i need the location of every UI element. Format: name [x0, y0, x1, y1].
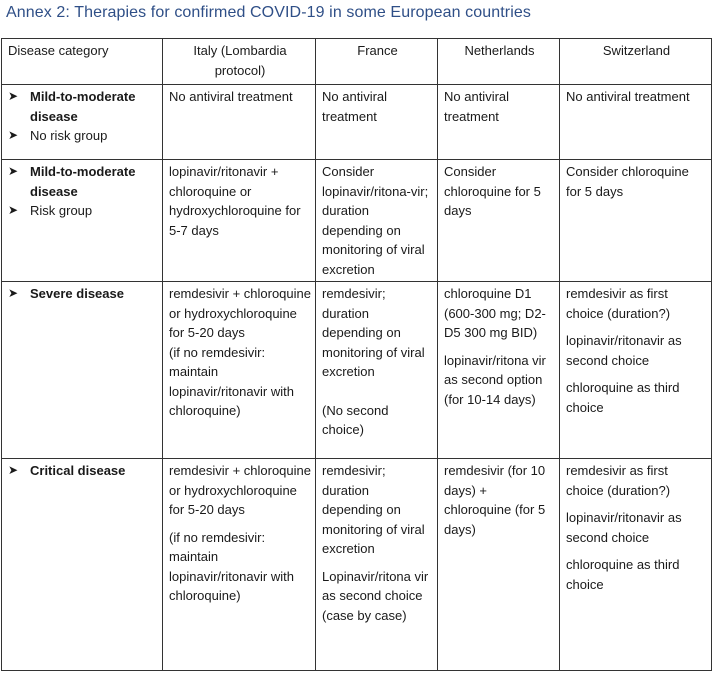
france-cell	[316, 459, 438, 671]
category-bullet	[8, 87, 158, 126]
therapy-text: No antiviral treatment	[444, 89, 510, 124]
netherlands-cell	[438, 282, 560, 459]
therapy-text: chloroquine as third choice	[566, 557, 680, 592]
therapy-text: chloroquine as third choice	[566, 380, 680, 415]
therapy-text: remdesivir as first choice (duration?)	[566, 286, 671, 321]
therapy-text: lopinavir/ritona vir as second option (for 10-14 days)	[444, 352, 546, 407]
table-row	[2, 459, 712, 671]
spacer	[322, 559, 433, 567]
spacer	[444, 343, 555, 351]
therapy-text: No antiviral treatment	[566, 89, 690, 104]
therapy-text: chloroquine D1 (600-300 mg; D2-D5 300 mg BID)	[444, 286, 546, 340]
therapy-table	[1, 38, 712, 671]
therapy-text: remdesivir + chloroquine or hydroxychloroquine for 5-20 days	[169, 286, 311, 340]
arrow-bullet-icon: ➤	[8, 463, 19, 477]
spacer	[566, 370, 707, 378]
therapy-text: lopinavir/ritonavir + chloroquine or hydroxychloroquine for 5-7 days	[169, 164, 301, 238]
header-disease-category: Disease category	[2, 39, 163, 85]
spacer	[169, 520, 311, 528]
therapy-text: (No second choice)	[322, 402, 389, 437]
italy-cell	[163, 85, 316, 160]
switzerland-cell	[560, 282, 712, 459]
switzerland-cell	[560, 160, 712, 282]
category-bullet	[8, 201, 158, 221]
category-subtitle: No risk group	[30, 128, 108, 143]
switzerland-cell	[560, 85, 712, 160]
spacer	[566, 547, 707, 555]
table-header-row	[2, 39, 712, 85]
therapy-text: lopinavir/ritonavir as second choice	[566, 510, 682, 545]
therapy-text: remdesivir (for 10 days) + chloroquine (for 5 days)	[444, 463, 546, 537]
therapy-text: Lopinavir/ritona vir as second choice (case by case)	[322, 568, 429, 623]
switzerland-cell	[560, 459, 712, 671]
category-cell	[2, 85, 163, 160]
therapy-text: remdesivir + chloroquine or hydroxychloroquine for 5-20 days	[169, 463, 311, 517]
spacer	[566, 323, 707, 331]
arrow-bullet-icon: ➤	[8, 203, 19, 217]
therapy-text: No antiviral treatment	[322, 89, 388, 124]
category-cell	[2, 160, 163, 282]
arrow-bullet-icon: ➤	[8, 286, 19, 300]
header-france: France	[316, 39, 438, 85]
netherlands-cell	[438, 160, 560, 282]
header-netherlands: Netherlands	[438, 39, 560, 85]
category-bullet	[8, 284, 158, 304]
category-cell	[2, 282, 163, 459]
category-bullet	[8, 162, 158, 201]
france-cell	[316, 85, 438, 160]
therapy-text: No antiviral treatment	[169, 89, 293, 104]
table-row	[2, 160, 712, 282]
therapy-text: (if no remdesivir: maintain lopinavir/ritonavir with chloroquine)	[169, 529, 294, 603]
therapy-text: remdesivir; duration depending on monitoring of viral excretion	[322, 286, 425, 379]
therapy-text: (if no remdesivir: maintain lopinavir/ritonavir with chloroquine)	[169, 344, 294, 418]
arrow-bullet-icon: ➤	[8, 164, 19, 178]
category-bullet	[8, 461, 158, 481]
italy-cell	[163, 459, 316, 671]
category-title: Critical disease	[30, 463, 126, 478]
category-title: Mild-to-moderate disease	[30, 89, 136, 124]
header-switzerland: Switzerland	[560, 39, 712, 85]
header-italy: Italy (Lombardia protocol)	[163, 39, 316, 85]
france-cell	[316, 282, 438, 459]
category-title: Mild-to-moderate disease	[30, 164, 136, 199]
therapy-text: remdesivir as first choice (duration?)	[566, 463, 671, 498]
therapy-text: Consider chloroquine for 5 days	[566, 164, 689, 199]
category-cell	[2, 459, 163, 671]
therapy-text: remdesivir; duration depending on monitoring of viral excretion	[322, 463, 425, 556]
netherlands-cell	[438, 85, 560, 160]
italy-cell	[163, 282, 316, 459]
france-cell	[316, 160, 438, 282]
category-bullet	[8, 126, 158, 146]
arrow-bullet-icon: ➤	[8, 89, 19, 103]
table-row	[2, 282, 712, 459]
spacer	[322, 382, 433, 401]
page-title: Annex 2: Therapies for confirmed COVID-19 in some European countries	[6, 4, 531, 21]
arrow-bullet-icon: ➤	[8, 128, 19, 142]
italy-cell	[163, 160, 316, 282]
therapy-text: lopinavir/ritonavir as second choice	[566, 333, 682, 368]
spacer	[566, 500, 707, 508]
therapy-text: Consider chloroquine for 5 days	[444, 164, 541, 218]
category-subtitle: Risk group	[30, 203, 93, 218]
category-title: Severe disease	[30, 286, 124, 301]
netherlands-cell	[438, 459, 560, 671]
therapy-text: Consider lopinavir/ritona-vir; duration depending on monitoring of viral excretion	[322, 164, 429, 277]
table-row	[2, 85, 712, 160]
